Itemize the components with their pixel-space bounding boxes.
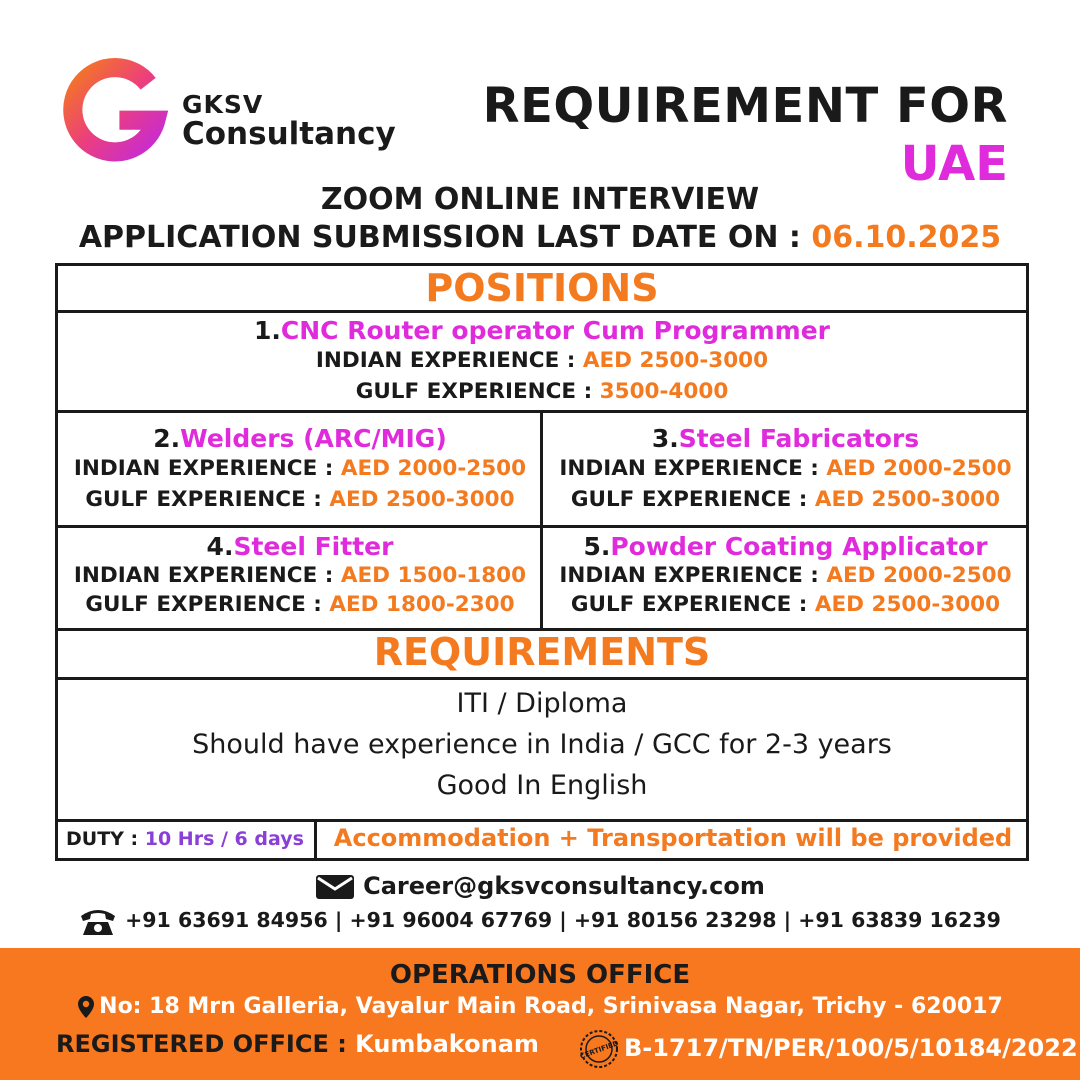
license-number-text: B-1717/TN/PER/100/5/10184/2022 — [624, 1034, 1078, 1062]
gulf-exp-label: GULF EXPERIENCE : — [570, 592, 815, 617]
registered-office-label: REGISTERED OFFICE : — [56, 1030, 356, 1058]
gulf-exp-salary: 3500-4000 — [599, 379, 729, 404]
gulf-exp-salary: AED 2500-3000 — [814, 592, 1001, 617]
duty-info — [66, 828, 304, 850]
registered-office — [56, 1030, 539, 1058]
duty-value: 10 Hrs / 6 days — [144, 828, 304, 850]
duty-label: DUTY : — [66, 828, 145, 850]
gulf-exp-label: GULF EXPERIENCE : — [355, 379, 600, 404]
gulf-exp-label: GULF EXPERIENCE : — [570, 487, 815, 512]
position-number: 4. — [206, 532, 234, 561]
page-title: REQUIREMENT FOR — [482, 78, 1008, 134]
phone-row — [0, 906, 1080, 936]
gksv-logo-icon — [60, 55, 175, 170]
position-title: Steel Fabricators — [678, 424, 920, 453]
indian-exp-salary: AED 2500-3000 — [582, 348, 769, 373]
divider — [58, 677, 1026, 680]
positions-table — [55, 263, 1029, 861]
position-number: 1. — [254, 316, 281, 345]
position-1 — [58, 316, 1026, 407]
indian-exp-label: INDIAN EXPERIENCE : — [315, 348, 583, 373]
last-date-label: APPLICATION SUBMISSION LAST DATE ON : — [78, 220, 812, 255]
position-5 — [545, 532, 1026, 619]
certified-stamp-icon — [578, 1028, 620, 1070]
location-pin-icon — [77, 995, 95, 1019]
position-3 — [545, 424, 1026, 515]
divider — [58, 819, 1026, 822]
indian-exp-salary: AED 2000-2500 — [340, 456, 527, 481]
telephone-icon — [79, 906, 117, 936]
position-title: Welders (ARC/MIG) — [180, 424, 447, 453]
indian-exp-salary: AED 2000-2500 — [826, 456, 1012, 481]
gulf-exp-label: GULF EXPERIENCE : — [85, 487, 330, 512]
license-number — [578, 1028, 1078, 1070]
benefits-note: Accommodation + Transportation will be provided — [333, 824, 1013, 852]
position-2 — [58, 424, 542, 515]
registered-office-value: Kumbakonam — [355, 1030, 539, 1058]
position-number: 5. — [583, 532, 611, 561]
requirements-list — [58, 683, 1026, 806]
divider — [58, 525, 1026, 528]
position-number: 2. — [153, 424, 181, 453]
envelope-icon — [315, 874, 355, 900]
operations-address — [0, 994, 1080, 1019]
brand-name — [182, 92, 396, 151]
position-4 — [58, 532, 542, 619]
stamp-text: CERTIFIED — [579, 1039, 620, 1061]
position-title: Powder Coating Applicator — [610, 532, 988, 561]
requirements-heading: REQUIREMENTS — [373, 630, 711, 674]
indian-exp-label: INDIAN EXPERIENCE : — [73, 563, 341, 588]
page-title-country: UAE — [900, 136, 1008, 192]
requirement-item: Should have experience in India / GCC for 2-3 years — [192, 729, 892, 760]
gulf-exp-salary: AED 2500-3000 — [329, 487, 515, 512]
positions-heading: POSITIONS — [425, 266, 659, 310]
indian-exp-salary: AED 2000-2500 — [826, 563, 1012, 588]
footer — [0, 948, 1080, 1080]
interview-mode: ZOOM ONLINE INTERVIEW — [320, 182, 760, 217]
divider — [58, 310, 1026, 313]
column-divider — [314, 819, 317, 858]
requirement-item: Good In English — [436, 770, 648, 801]
gulf-exp-label: GULF EXPERIENCE : — [85, 592, 330, 617]
position-number: 3. — [651, 424, 679, 453]
last-date-line — [0, 220, 1080, 255]
brand-line1: GKSV — [182, 90, 264, 119]
position-title: CNC Router operator Cum Programmer — [280, 316, 830, 345]
indian-exp-label: INDIAN EXPERIENCE : — [559, 563, 827, 588]
operations-address-text: No: 18 Mrn Galleria, Vayalur Main Road, Srinivasa Nagar, Trichy - 620017 — [99, 994, 1003, 1019]
email-row — [0, 872, 1080, 900]
last-date-value: 06.10.2025 — [811, 220, 1002, 255]
gulf-exp-salary: AED 1800-2300 — [329, 592, 515, 617]
indian-exp-label: INDIAN EXPERIENCE : — [73, 456, 341, 481]
operations-office-title: OPERATIONS OFFICE — [389, 960, 691, 990]
position-title: Steel Fitter — [233, 532, 394, 561]
contact-phones[interactable]: +91 63691 84956 | +91 96004 67769 | +91 80156 23298 | +91 63839 16239 — [125, 908, 1001, 932]
indian-exp-label: INDIAN EXPERIENCE : — [559, 456, 827, 481]
brand-line2: Consultancy — [182, 116, 396, 153]
gulf-exp-salary: AED 2500-3000 — [814, 487, 1001, 512]
requirement-item: ITI / Diploma — [456, 688, 628, 719]
indian-exp-salary: AED 1500-1800 — [340, 563, 527, 588]
contact-email[interactable]: Career@gksvconsultancy.com — [363, 872, 765, 900]
